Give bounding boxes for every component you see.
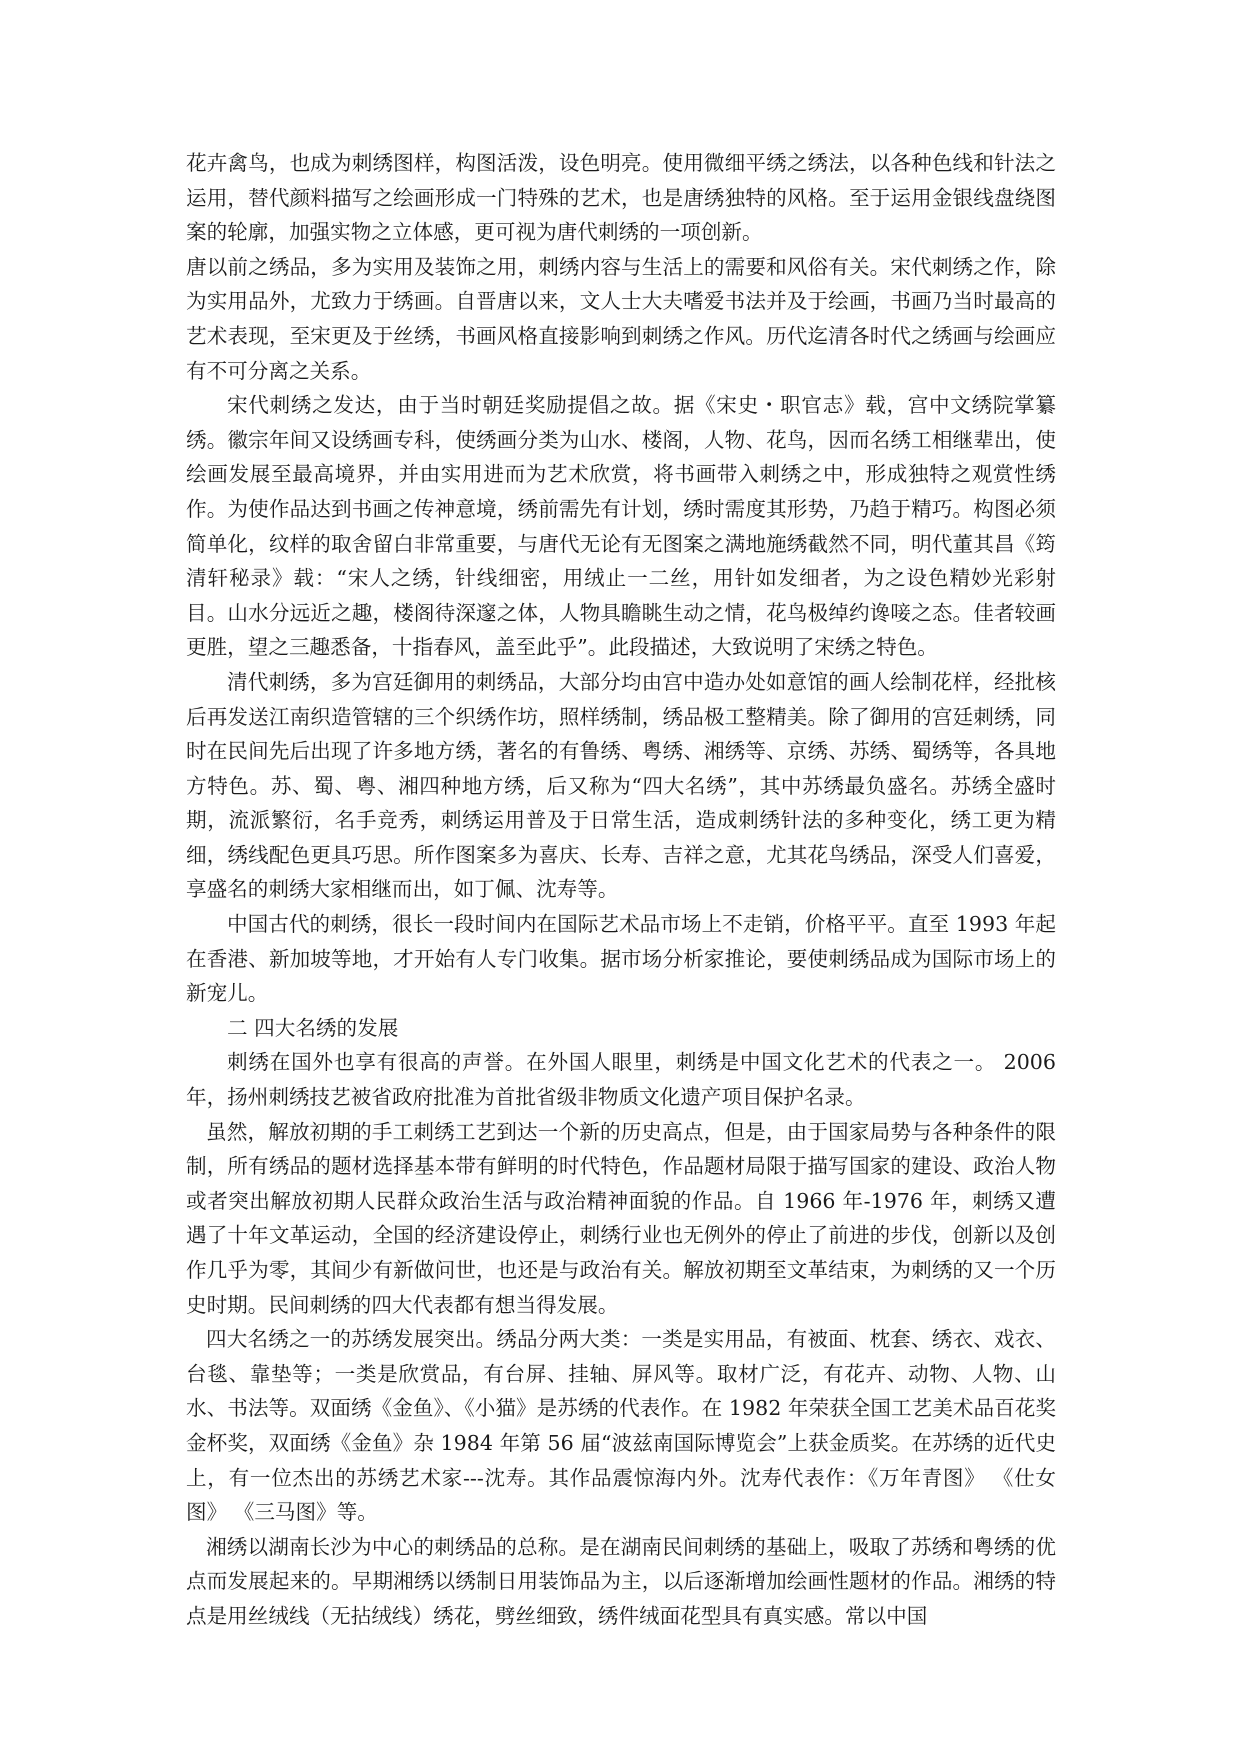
paragraph-su-embroidery: 四大名绣之一的苏绣发展突出。绣品分两大类：一类是实用品，有被面、枕套、绣衣、戏衣、台毯、靠垫等；一类是欣赏品，有台屏、挂轴、屏风等。取材广泛，有花卉、动物、人物、山水、书法等。双面绣《金鱼》、《小猫》是苏绣的代表作。在 1982 年荣获全国工艺美术品百花奖金杯奖，双面绣《金鱼》杂 1984 年第 56 届“波兹南国际博览会”上获金质奖。在苏绣的近代史上，有一位杰出的苏绣艺术家---沈寿。其作品震惊海内外。沈寿代表作：《万年青图》 《仕女图》 《三马图》等。 [186, 1327, 1056, 1525]
paragraph-tang-embroidery: 花卉禽鸟，也成为刺绣图样，构图活泼，设色明亮。使用微细平绣之绣法，以各种色线和针法之运用，替代颜料描写之绘画形成一门特殊的艺术，也是唐绣独特的风格。至于运用金银线盘绕图案的轮廓，加强实物之立体感，更可视为唐代刺绣的一项创新。 [186, 151, 1056, 245]
paragraph-reputation: 刺绣在国外也享有很高的声誉。在外国人眼里，刺绣是中国文化艺术的代表之一。 2006 年，扬州刺绣技艺被省政府批准为首批省级非物质文化遗产项目保护名录。 [186, 1050, 1056, 1110]
paragraph-market: 中国古代的刺绣，很长一段时间内在国际艺术品市场上不走销，价格平平。直至 1993 年起在香港、新加坡等地，才开始有人专门收集。据市场分析家推论，要使刺绣品成为国际市场上的新宠儿。 [186, 912, 1056, 1006]
paragraph-liberation: 虽然，解放初期的手工刺绣工艺到达一个新的历史高点，但是，由于国家局势与各种条件的限制，所有绣品的题材选择基本带有鲜明的时代特色，作品题材局限于描写国家的建设、政治人物或者突出解放初期人民群众政治生活与政治精神面貌的作品。自 1966 年-1976 年，刺绣又遭遇了十年文革运动，全国的经济建设停止，刺绣行业也无例外的停止了前进的步伐，创新以及创作几乎为零，其间少有新做问世，也还是与政治有关。解放初期至文革结束，为刺绣的又一个历史时期。民间刺绣的四大代表都有想当得发展。 [186, 1119, 1056, 1317]
paragraph-song-embroidery: 宋代刺绣之发达，由于当时朝廷奖励提倡之故。据《宋史・职官志》载，宫中文绣院掌纂绣。徽宗年间又设绣画专科，使绣画分类为山水、楼阁，人物、花鸟，因而名绣工相继辈出，使绘画发展至最高境界，并由实用进而为艺术欣赏，将书画带入刺绣之中，形成独特之观赏性绣作。为使作品达到书画之传神意境，绣前需先有计划，绣时需度其形势，乃趋于精巧。构图必须简单化，纹样的取舍留白非常重要，与唐代无论有无图案之满地施绣截然不同，明代董其昌《筠清轩秘录》载：“宋人之绣，针线细密，用绒止一二丝，用针如发细者，为之设色精妙光彩射目。山水分远近之趣，楼阁待深邃之体，人物具瞻眺生动之情，花鸟极绰约谗唼之态。佳者较画更胜，望之三趣悉备，十指春风，盖至此乎”。此段描述，大致说明了宋绣之特色。 [186, 393, 1056, 660]
paragraph-xiang-embroidery: 湘绣以湖南长沙为中心的刺绣品的总称。是在湖南民间刺绣的基础上，吸取了苏绣和粤绣的优点而发展起来的。早期湘绣以绣制日用装饰品为主，以后逐渐增加绘画性题材的作品。湘绣的特点是用丝绒线（无拈绒线）绣花，劈丝细致，绣件绒面花型具有真实感。常以中国 [186, 1534, 1056, 1628]
document-page [186, 146, 1056, 1634]
paragraph-qing-embroidery: 清代刺绣，多为宫廷御用的刺绣品，大部分均由宫中造办处如意馆的画人绘制花样，经批核后再发送江南织造管辖的三个织绣作坊，照样绣制，绣品极工整精美。除了御用的宫廷刺绣，同时在民间先后出现了许多地方绣，著名的有鲁绣、粤绣、湘绣等、京绣、苏绣、蜀绣等，各具地方特色。苏、蜀、粤、湘四种地方绣，后又称为“四大名绣”，其中苏绣最负盛名。苏绣全盛时期，流派繁衍，名手竞秀，刺绣运用普及于日常生活，造成刺绣针法的多种变化，绣工更为精细，绣线配色更具巧思。所作图案多为喜庆、长寿、吉祥之意，尤其花鸟绣品，深受人们喜爱，享盛名的刺绣大家相继而出，如丁佩、沈寿等。 [186, 669, 1056, 902]
section-heading-four-famous: 二 四大名绣的发展 [227, 1015, 399, 1040]
paragraph-pre-tang-and-song: 唐以前之绣品，多为实用及装饰之用，刺绣内容与生活上的需要和风俗有关。宋代刺绣之作，除为实用品外，尤致力于绣画。自晋唐以来，文人士大夫嗜爱书法并及于绘画，书画乃当时最高的艺术表现，至宋更及于丝绣，书画风格直接影响到刺绣之作风。历代迄清各时代之绣画与绘画应有不可分离之关系。 [186, 254, 1056, 383]
